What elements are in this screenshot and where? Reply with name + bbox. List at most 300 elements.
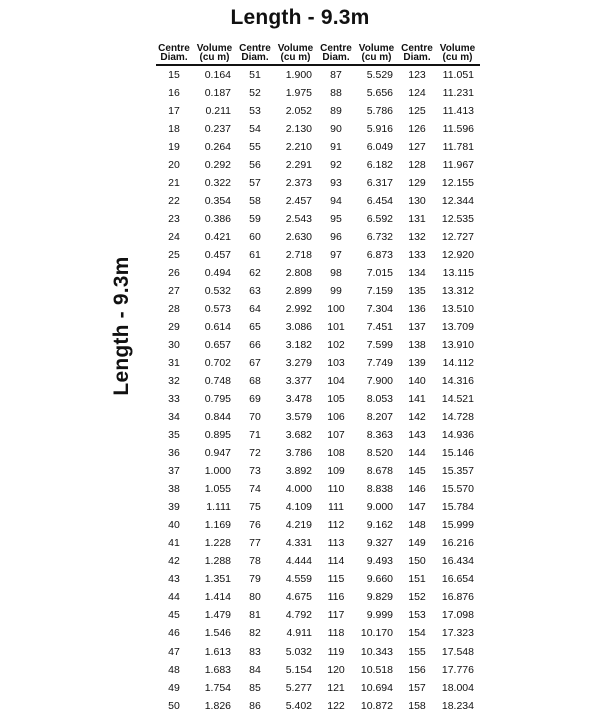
volume-cell: 6.732 [366, 231, 393, 244]
centre-diam-cell: 151 [408, 573, 426, 586]
volume-cell: 6.592 [366, 213, 393, 226]
volume-cell: 3.377 [285, 375, 312, 388]
centre-diam-cell: 108 [327, 447, 345, 460]
centre-diam-cell: 64 [249, 303, 261, 316]
volume-cell: 0.354 [204, 195, 231, 208]
volume-cell: 5.916 [366, 123, 393, 136]
volume-cell: 5.529 [366, 69, 393, 81]
volume-cell: 2.457 [285, 195, 312, 208]
volume-cell: 3.579 [285, 411, 312, 424]
header-line-1: Volume [277, 43, 314, 54]
volume-cell: 1.000 [204, 465, 231, 478]
volume-cell: 7.159 [366, 285, 393, 298]
volume-cell: 18.234 [441, 699, 474, 712]
centre-diam-cell: 139 [408, 357, 426, 370]
centre-diam-cell: 157 [408, 681, 426, 694]
centre-diam-cell: 42 [168, 555, 180, 568]
volume-cell: 0.614 [204, 321, 231, 334]
centre-diam-cell: 78 [249, 555, 261, 568]
volume-cell: 0.748 [204, 375, 231, 388]
table-row [156, 516, 480, 534]
centre-diam-cell: 123 [408, 69, 426, 81]
table-row [156, 300, 480, 318]
volume-cell: 1.414 [204, 591, 231, 604]
volume-cell: 2.210 [285, 141, 312, 154]
centre-diam-cell: 36 [168, 447, 180, 460]
centre-diam-cell: 129 [408, 177, 426, 190]
volume-cell: 2.808 [285, 267, 312, 280]
volume-cell: 7.900 [366, 375, 393, 388]
centre-diam-cell: 114 [327, 555, 345, 568]
table-row [156, 624, 480, 642]
centre-diam-cell: 104 [327, 375, 345, 388]
volume-cell: 7.451 [366, 321, 393, 334]
volume-cell: 1.288 [204, 555, 231, 568]
volume-cell: 1.111 [206, 501, 231, 514]
volume-cell: 1.055 [204, 483, 231, 496]
table-row [156, 282, 480, 300]
volume-cell: 4.675 [285, 591, 312, 604]
volume-cell: 16.434 [441, 555, 474, 568]
centre-diam-cell: 99 [330, 285, 342, 298]
table-row [156, 679, 480, 697]
centre-diam-cell: 147 [408, 501, 426, 514]
centre-diam-cell: 138 [408, 339, 426, 352]
centre-diam-cell: 75 [249, 501, 261, 514]
centre-diam-cell: 39 [168, 501, 180, 514]
header-line-1: Volume [358, 43, 395, 54]
volume-cell: 13.910 [441, 339, 474, 352]
centre-diam-cell: 146 [408, 483, 426, 496]
centre-diam-cell: 24 [168, 231, 180, 244]
centre-diam-cell: 155 [408, 645, 426, 658]
centre-diam-cell: 131 [408, 213, 426, 226]
table-row [156, 138, 480, 156]
volume-cell: 0.844 [204, 411, 231, 424]
table-row [156, 426, 480, 444]
centre-diam-cell: 57 [249, 177, 261, 190]
table-row [156, 192, 480, 210]
centre-diam-cell: 127 [408, 141, 426, 154]
table-row [156, 174, 480, 192]
volume-cell: 12.920 [441, 249, 474, 262]
centre-diam-cell: 142 [408, 411, 426, 424]
volume-cell: 16.216 [441, 537, 474, 550]
centre-diam-cell: 51 [249, 69, 261, 81]
centre-diam-cell: 98 [330, 267, 342, 280]
centre-diam-cell: 80 [249, 591, 261, 604]
centre-diam-cell: 106 [327, 411, 345, 424]
volume-cell: 13.510 [441, 303, 474, 316]
volume-cell: 0.386 [204, 213, 231, 226]
volume-cell: 1.826 [204, 699, 231, 712]
centre-diam-cell: 100 [327, 303, 345, 316]
volume-cell: 17.776 [441, 663, 474, 676]
header-line-2: Diam. [322, 52, 350, 63]
volume-cell: 9.999 [366, 609, 393, 622]
centre-diam-cell: 25 [168, 249, 180, 262]
volume-cell: 4.444 [285, 555, 312, 568]
centre-diam-cell: 43 [168, 573, 180, 586]
centre-diam-cell: 86 [249, 699, 261, 712]
volume-cell: 14.316 [441, 375, 474, 388]
centre-diam-cell: 67 [249, 357, 261, 370]
volume-cell: 5.032 [285, 645, 312, 658]
table-row [156, 606, 480, 624]
centre-diam-cell: 20 [168, 159, 180, 172]
centre-diam-cell: 47 [168, 645, 180, 658]
centre-diam-cell: 77 [249, 537, 261, 550]
volume-table [156, 44, 480, 715]
header-centre-diam [237, 44, 273, 65]
table-row [156, 697, 480, 715]
volume-cell: 2.543 [285, 213, 312, 226]
volume-cell: 9.829 [366, 591, 393, 604]
volume-cell: 4.559 [285, 573, 312, 586]
centre-diam-cell: 55 [249, 141, 261, 154]
centre-diam-cell: 143 [408, 429, 426, 442]
volume-cell: 8.678 [366, 465, 393, 478]
centre-diam-cell: 58 [249, 195, 261, 208]
volume-cell: 10.872 [360, 699, 393, 712]
table-row [156, 498, 480, 516]
volume-cell: 4.792 [285, 609, 312, 622]
centre-diam-cell: 97 [330, 249, 342, 262]
volume-cell: 3.786 [285, 447, 312, 460]
table-row [156, 588, 480, 606]
volume-cell: 2.899 [285, 285, 312, 298]
volume-cell: 3.086 [285, 321, 312, 334]
centre-diam-cell: 61 [249, 249, 261, 262]
centre-diam-cell: 110 [327, 483, 345, 496]
volume-cell: 17.548 [441, 645, 474, 658]
table-row [156, 210, 480, 228]
centre-diam-cell: 135 [408, 285, 426, 298]
volume-cell: 6.317 [366, 177, 393, 190]
volume-cell: 3.478 [285, 393, 312, 406]
centre-diam-cell: 128 [408, 159, 426, 172]
volume-cell: 5.786 [366, 105, 393, 118]
centre-diam-cell: 145 [408, 465, 426, 478]
volume-cell: 12.727 [441, 231, 474, 244]
centre-diam-cell: 16 [168, 87, 180, 100]
volume-cell: 3.279 [285, 357, 312, 370]
volume-cell: 16.654 [441, 573, 474, 586]
volume-cell: 1.900 [285, 69, 312, 81]
volume-cell: 0.657 [204, 339, 231, 352]
header-centre-diam [156, 44, 192, 65]
volume-cell: 9.493 [366, 555, 393, 568]
volume-cell: 17.098 [441, 609, 474, 622]
volume-cell: 5.402 [285, 699, 312, 712]
centre-diam-cell: 134 [408, 267, 426, 280]
volume-cell: 14.521 [441, 393, 474, 406]
volume-cell: 16.876 [441, 591, 474, 604]
table-row [156, 534, 480, 552]
volume-cell: 10.518 [360, 663, 393, 676]
volume-cell: 9.000 [366, 501, 393, 514]
centre-diam-cell: 141 [408, 393, 426, 406]
volume-cell: 8.363 [366, 429, 393, 442]
volume-cell: 1.975 [285, 87, 312, 100]
volume-cell: 15.146 [441, 447, 474, 460]
volume-cell: 11.781 [442, 141, 474, 154]
volume-cell: 12.535 [441, 213, 474, 226]
volume-cell: 17.323 [441, 627, 474, 640]
centre-diam-cell: 73 [249, 465, 261, 478]
centre-diam-cell: 158 [408, 699, 426, 712]
centre-diam-cell: 126 [408, 123, 426, 136]
centre-diam-cell: 121 [327, 681, 345, 694]
header-volume [435, 44, 480, 65]
centre-diam-cell: 35 [168, 429, 180, 442]
volume-cell: 1.683 [204, 663, 231, 676]
volume-cell: 6.182 [366, 159, 393, 172]
volume-cell: 6.873 [366, 249, 393, 262]
volume-cell: 13.709 [441, 321, 474, 334]
volume-cell: 4.219 [285, 519, 312, 532]
centre-diam-cell: 107 [327, 429, 345, 442]
table-row [156, 354, 480, 372]
centre-diam-cell: 79 [249, 573, 261, 586]
volume-cell: 0.421 [204, 231, 231, 244]
volume-cell: 7.015 [366, 267, 393, 280]
centre-diam-cell: 34 [168, 411, 180, 424]
volume-cell: 2.630 [285, 231, 312, 244]
centre-diam-cell: 45 [168, 609, 180, 622]
volume-cell: 4.000 [285, 483, 312, 496]
header-centre-diam [318, 44, 354, 65]
volume-cell: 15.999 [441, 519, 474, 532]
header-line-2: Diam. [403, 52, 431, 63]
centre-diam-cell: 124 [408, 87, 426, 100]
header-line-1: Centre [239, 43, 271, 54]
volume-cell: 14.728 [441, 411, 474, 424]
header-line-2: (cu m) [199, 52, 230, 63]
centre-diam-cell: 54 [249, 123, 261, 136]
volume-cell: 1.169 [204, 519, 231, 532]
volume-cell: 0.795 [204, 393, 231, 406]
table-row [156, 372, 480, 390]
volume-cell: 2.130 [285, 123, 312, 136]
volume-cell: 4.109 [285, 501, 312, 514]
volume-cell: 2.992 [285, 303, 312, 316]
table-row [156, 643, 480, 661]
volume-cell: 0.322 [204, 177, 231, 190]
table-row [156, 228, 480, 246]
header-line-1: Volume [196, 43, 233, 54]
centre-diam-cell: 82 [249, 627, 261, 640]
volume-cell: 15.357 [441, 465, 474, 478]
centre-diam-cell: 38 [168, 483, 180, 496]
centre-diam-cell: 53 [249, 105, 261, 118]
centre-diam-cell: 59 [249, 213, 261, 226]
volume-cell: 3.182 [285, 339, 312, 352]
centre-diam-cell: 85 [249, 681, 261, 694]
volume-cell: 2.718 [285, 249, 312, 262]
volume-cell: 9.660 [366, 573, 393, 586]
volume-cell: 7.749 [366, 357, 393, 370]
centre-diam-cell: 105 [327, 393, 345, 406]
volume-cell: 8.520 [366, 447, 393, 460]
volume-cell: 11.596 [442, 123, 474, 136]
centre-diam-cell: 154 [408, 627, 426, 640]
centre-diam-cell: 111 [328, 501, 344, 514]
centre-diam-cell: 22 [168, 195, 180, 208]
centre-diam-cell: 84 [249, 663, 261, 676]
centre-diam-cell: 116 [327, 591, 345, 604]
centre-diam-cell: 17 [168, 105, 180, 118]
centre-diam-cell: 149 [408, 537, 426, 550]
table-body [156, 65, 480, 715]
centre-diam-cell: 117 [327, 609, 345, 622]
centre-diam-cell: 30 [168, 339, 180, 352]
volume-cell: 10.343 [360, 645, 393, 658]
header-line-2: (cu m) [280, 52, 311, 63]
volume-cell: 12.344 [441, 195, 474, 208]
centre-diam-cell: 71 [249, 429, 261, 442]
volume-cell: 6.049 [366, 141, 393, 154]
side-title: Length - 9.3m [110, 256, 133, 396]
volume-cell: 0.211 [205, 105, 231, 118]
volume-cell: 10.170 [360, 627, 393, 640]
volume-cell: 4.911 [286, 627, 312, 640]
table-row [156, 318, 480, 336]
volume-cell: 11.967 [442, 159, 474, 172]
centre-diam-cell: 72 [249, 447, 261, 460]
centre-diam-cell: 66 [249, 339, 261, 352]
centre-diam-cell: 46 [168, 627, 180, 640]
volume-table-container [156, 44, 480, 715]
volume-cell: 0.264 [204, 141, 231, 154]
volume-cell: 4.331 [285, 537, 312, 550]
volume-cell: 1.613 [204, 645, 231, 658]
volume-cell: 0.532 [204, 285, 231, 298]
table-row [156, 444, 480, 462]
centre-diam-cell: 26 [168, 267, 180, 280]
centre-diam-cell: 32 [168, 375, 180, 388]
centre-diam-cell: 115 [327, 573, 345, 586]
centre-diam-cell: 93 [330, 177, 342, 190]
centre-diam-cell: 29 [168, 321, 180, 334]
centre-diam-cell: 62 [249, 267, 261, 280]
volume-cell: 0.164 [204, 69, 231, 81]
table-row [156, 120, 480, 138]
table-row [156, 264, 480, 282]
centre-diam-cell: 31 [168, 357, 180, 370]
centre-diam-cell: 122 [327, 699, 345, 712]
centre-diam-cell: 148 [408, 519, 426, 532]
centre-diam-cell: 44 [168, 591, 180, 604]
centre-diam-cell: 87 [330, 69, 342, 81]
volume-cell: 0.237 [204, 123, 231, 136]
header-line-1: Centre [158, 43, 190, 54]
volume-cell: 0.573 [204, 303, 231, 316]
centre-diam-cell: 88 [330, 87, 342, 100]
centre-diam-cell: 15 [168, 69, 180, 81]
centre-diam-cell: 37 [168, 465, 180, 478]
volume-cell: 2.291 [285, 159, 312, 172]
centre-diam-cell: 41 [168, 537, 180, 550]
page-title: Length - 9.3m [230, 6, 370, 29]
centre-diam-cell: 153 [408, 609, 426, 622]
table-row [156, 102, 480, 120]
centre-diam-cell: 95 [330, 213, 342, 226]
volume-cell: 6.454 [366, 195, 393, 208]
centre-diam-cell: 56 [249, 159, 261, 172]
centre-diam-cell: 68 [249, 375, 261, 388]
volume-cell: 8.207 [366, 411, 393, 424]
table-row [156, 246, 480, 264]
volume-cell: 12.155 [441, 177, 474, 190]
volume-cell: 9.162 [366, 519, 393, 532]
table-row [156, 480, 480, 498]
volume-cell: 15.784 [441, 501, 474, 514]
centre-diam-cell: 137 [408, 321, 426, 334]
volume-cell: 1.351 [204, 573, 231, 586]
volume-cell: 18.004 [441, 681, 474, 694]
centre-diam-cell: 101 [327, 321, 345, 334]
volume-cell: 11.413 [442, 105, 474, 118]
centre-diam-cell: 109 [327, 465, 345, 478]
centre-diam-cell: 52 [249, 87, 261, 100]
table-row [156, 390, 480, 408]
volume-cell: 5.656 [366, 87, 393, 100]
header-row [156, 44, 480, 65]
centre-diam-cell: 119 [327, 645, 345, 658]
volume-cell: 1.546 [204, 627, 231, 640]
centre-diam-cell: 33 [168, 393, 180, 406]
volume-cell: 13.312 [441, 285, 474, 298]
centre-diam-cell: 133 [408, 249, 426, 262]
volume-cell: 0.292 [204, 159, 231, 172]
centre-diam-cell: 150 [408, 555, 426, 568]
header-line-2: (cu m) [361, 52, 392, 63]
volume-cell: 2.052 [285, 105, 312, 118]
volume-cell: 1.479 [204, 609, 231, 622]
header-line-1: Centre [320, 43, 352, 54]
table-row [156, 84, 480, 102]
centre-diam-cell: 132 [408, 231, 426, 244]
centre-diam-cell: 94 [330, 195, 342, 208]
volume-cell: 5.277 [285, 681, 312, 694]
centre-diam-cell: 60 [249, 231, 261, 244]
volume-cell: 2.373 [285, 177, 312, 190]
header-line-2: Diam. [160, 52, 188, 63]
header-line-2: (cu m) [442, 52, 473, 63]
centre-diam-cell: 102 [327, 339, 345, 352]
centre-diam-cell: 28 [168, 303, 180, 316]
centre-diam-cell: 19 [168, 141, 180, 154]
volume-cell: 11.231 [442, 87, 474, 100]
centre-diam-cell: 152 [408, 591, 426, 604]
header-centre-diam [399, 44, 435, 65]
centre-diam-cell: 156 [408, 663, 426, 676]
table-row [156, 336, 480, 354]
header-volume [192, 44, 237, 65]
volume-cell: 0.702 [204, 357, 231, 370]
centre-diam-cell: 92 [330, 159, 342, 172]
volume-cell: 0.947 [204, 447, 231, 460]
volume-cell: 13.115 [442, 267, 474, 280]
volume-cell: 0.457 [204, 249, 231, 262]
volume-cell: 1.228 [204, 537, 231, 550]
volume-cell: 8.838 [366, 483, 393, 496]
table-row [156, 661, 480, 679]
volume-cell: 7.599 [366, 339, 393, 352]
centre-diam-cell: 112 [327, 519, 345, 532]
centre-diam-cell: 63 [249, 285, 261, 298]
